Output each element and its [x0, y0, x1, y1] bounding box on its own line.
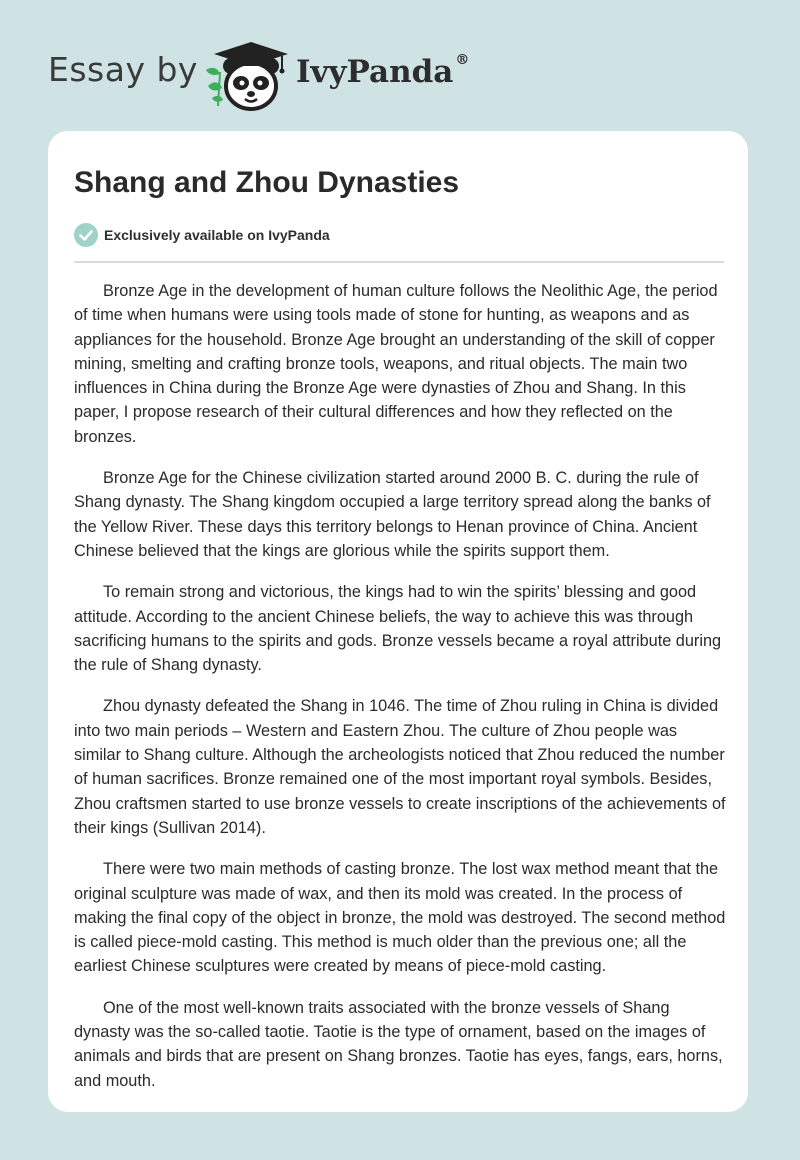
page-title: Shang and Zhou Dynasties: [74, 166, 460, 199]
site-header: [0, 0, 800, 130]
paragraph: To remain strong and victorious, the kings had to win the spirits’ blessing and good attitude. According to the ancient Chinese beliefs, the way to achieve this was through sacrificing humans to the spirits and gods. Bronze vessels became a royal attribute during the rule of Shang dynasty.: [74, 583, 722, 675]
paragraph: There were two main methods of casting bronze. The lost wax method meant that the original sculpture was made of wax, and then its mold was created. In the process of making the final copy of the object in bronze, the mold was destroyed. The second method is called piece-mold casting. This method is much older than the previous one; all the earliest Chinese sculptures were created by means of piece-mold casting.: [74, 860, 726, 976]
essay-by-label: Essay by: [48, 50, 198, 89]
exclusive-badge: [74, 223, 330, 247]
title-divider: [74, 261, 724, 263]
registered-mark: ®: [455, 52, 470, 68]
essay-body: [74, 279, 726, 1110]
paragraph: One of the most well-known traits associated with the bronze vessels of Shang dynasty was the so-called taotie. Taotie is the type of ornament, based on the images of animals and birds that are present on Shang bronzes. Taotie has eyes, fangs, ears, horns, and mouth.: [74, 998, 723, 1090]
paragraph: Bronze Age for the Chinese civilization started around 2000 B. C. during the rule of Shang dynasty. The Shang kingdom occupied a large territory spread along the banks of the Yellow River. These days this territory belongs to Henan province of China. Ancient Chinese believed that the kings are glorious while the spirits support them.: [74, 469, 711, 560]
panda-graduate-icon[interactable]: [198, 36, 294, 112]
brand-name[interactable]: IvyPanda ®: [296, 52, 470, 90]
essay-card: [48, 131, 748, 1112]
check-icon: [74, 223, 98, 247]
paragraph: Zhou dynasty defeated the Shang in 1046. The time of Zhou ruling in China is divided into two main periods – Western and Eastern Zhou. The culture of Zhou people was similar to Shang culture. Although the archeologists noticed that Zhou reduced the number of human sacrifices. Bronze remained one of the most important royal symbols. Besides, Zhou craftsmen started to use bronze vessels to create inscriptions of the achievements of their kings (Sullivan 2014).: [74, 697, 726, 837]
paragraph: Bronze Age in the development of human culture follows the Neolithic Age, the period of time when humans were using tools made of stone for hunting, as weapons and as appliances for the household. Bronze Age brought an understanding of the skill of copper mining, smelting and crafting bronze tools, weapons, and ritual objects. The main two influences in China during the Bronze Age were dynasties of Zhou and Shang. In this paper, I propose research of their cultural differences and how they reflected on the bronzes.: [74, 282, 718, 446]
badge-text: Exclusively available on IvyPanda: [104, 227, 330, 243]
